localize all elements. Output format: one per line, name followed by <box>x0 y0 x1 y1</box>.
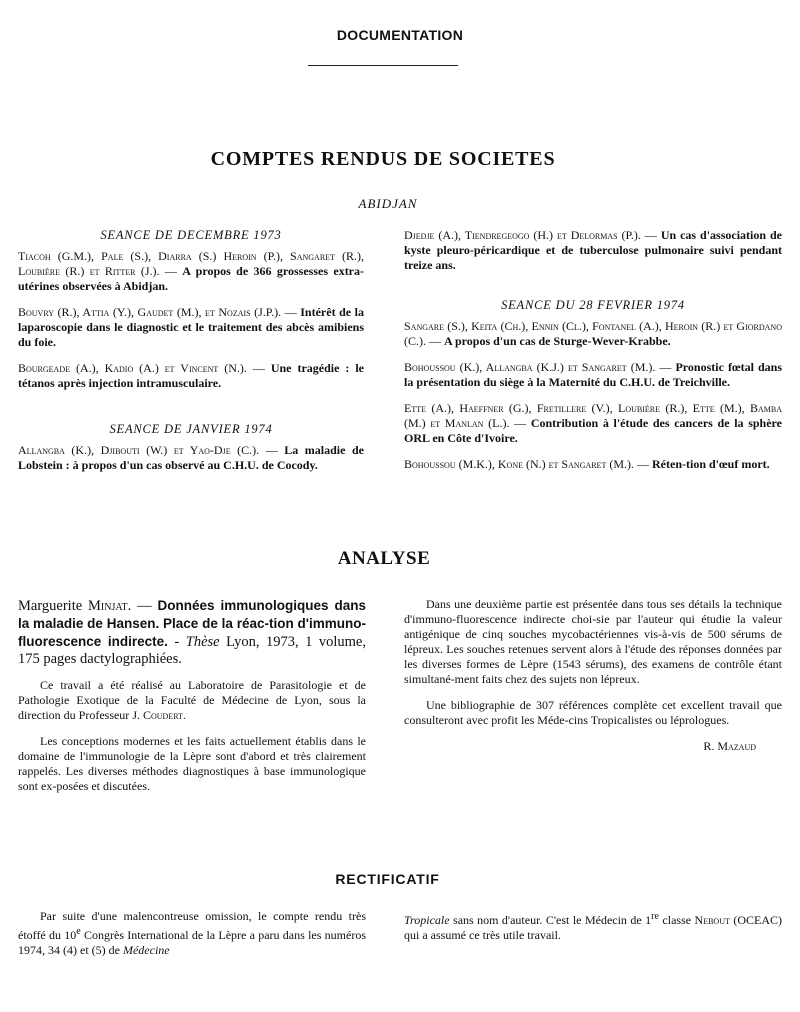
paragraph-end: . <box>182 708 186 722</box>
reviewer-signature: R. Mazaud <box>703 739 756 753</box>
analysis-citation <box>18 597 366 668</box>
rectificatif-title: RECTIFICATIF <box>335 871 440 887</box>
author-name: Nebout <box>694 913 730 927</box>
citation-dash: . — <box>127 598 158 614</box>
entry-authors: Ette (A.), Haeffner (G.), Fretillere (V.), Loubière (R.), Ette (M.), Bamba (M.) et Manlan (L.). <box>404 401 782 430</box>
entry-title: Réten-tion d'œuf mort. <box>652 457 770 471</box>
entry-authors: Bohoussou (M.K.), Kone (N.) et Sangaret (M.). <box>404 457 634 471</box>
comptes-left-column <box>18 228 364 484</box>
entry-title: A propos d'un cas de Sturge-Wever-Krabbe. <box>444 334 671 348</box>
citation-dash: - <box>167 634 186 650</box>
entry-authors: Bouvry (R.), Attia (Y.), Gaudet (M.), et Nozais (J.P.). <box>18 305 282 319</box>
rectificatif-paragraph <box>404 909 782 943</box>
entry-title: Une tragédie : le tétanos après injection intramusculaire. <box>18 361 365 390</box>
rectificatif-text: classe <box>658 913 695 927</box>
entry-authors: Tiacoh (G.M.), Pale (S.), Diarra (S.) Heroin (P.), Sangaret (R.), Loubière (R.) et Ritter (J.). <box>18 249 364 278</box>
session-heading: SEANCE DE JANVIER 1974 <box>109 422 273 436</box>
entry-title: Un cas d'association de kyste pleuro-péricardique et de tuberculose pulmonaire suivi pendant treize ans. <box>404 228 783 272</box>
entry-title: A propos de 366 grossesses extra-utérines observées à Abidjan. <box>18 264 365 293</box>
report-entry <box>18 443 364 473</box>
analyse-title: ANALYSE <box>337 548 431 569</box>
report-entry <box>18 305 364 350</box>
analysis-paragraph: Dans une deuxième partie est présentée dans tous ses détails la technique d'immuno-fluorescence indirecte choi-sie par l'auteur qui étudie la valeur antigénique de cinq souches mycobactériennes vis-à-vis de 500 sérums de lépreux. Les souches retenues servent alors à l'étude des réponses données par les diverses formes de Lèpre (1543 sérums), des examens de contrôle étant simultané-ment faits chez des sujets non lépreux. <box>404 597 782 686</box>
author-first-name: Marguerite <box>18 598 89 614</box>
report-entry <box>404 360 782 390</box>
entry-title: La maladie de Lobstein : à propos d'un cas observé au C.H.U. de Cocody. <box>18 443 364 472</box>
rectificatif-text: (OCEAC) qui a assumé ce très utile travail. <box>404 913 782 942</box>
entry-dash: — <box>246 361 271 375</box>
entry-authors: Djedje (A.), Tiendregeogo (H.) et Delormas (P.). <box>404 228 641 242</box>
rectificatif-text: Congrès International de la Lèpre a paru dans les numéros 1974, 34 (4) et (5) de <box>18 928 366 957</box>
analysis-paragraph <box>18 678 366 723</box>
report-entry <box>404 228 782 273</box>
journal-name: Médecine <box>122 943 170 957</box>
rectificatif-left-column <box>18 909 366 969</box>
rectificatif-paragraph <box>18 909 366 958</box>
session-heading: SEANCE DU 28 FEVRIER 1974 <box>501 298 685 312</box>
entry-dash: — <box>159 264 183 278</box>
entry-title: Contribution à l'étude des cancers de la sphère ORL en Côte d'Ivoire. <box>404 416 782 445</box>
session-heading: SEANCE DE DECEMBRE 1973 <box>100 228 282 242</box>
publication-info: Lyon, 1973, 1 volume, 175 pages dactylographiées. <box>18 634 366 667</box>
entry-dash: — <box>634 457 652 471</box>
analyse-left-column <box>18 597 366 805</box>
report-entry <box>18 361 364 391</box>
entry-authors: Bourgeade (A.), Kadio (A.) et Vincent (N.). <box>18 361 247 375</box>
rectificatif-text: Par suite d'une malencontreuse omission, le compte rendu très étoffé du 10 <box>18 909 366 942</box>
rectificatif-text: sans nom d'auteur. C'est le Médecin de 1 <box>449 913 652 927</box>
entry-title: Pronostic fœtal dans la présentation du siège à la Maternité du C.H.U. de Treichville. <box>404 360 783 389</box>
entry-authors: Bohoussou (K.), Allangba (K.J.) et Sangaret (M.). <box>404 360 656 374</box>
analyse-right-column <box>404 597 782 754</box>
rectificatif-right-column <box>404 909 782 954</box>
entry-dash: — <box>281 305 301 319</box>
journal-name: Tropicale <box>404 913 450 927</box>
city-label: ABIDJAN <box>358 196 418 211</box>
comptes-right-column <box>404 228 782 483</box>
entry-authors: Allangba (K.), Djibouti (W.) et Yao-Dje (C.). <box>18 443 260 457</box>
section-header: DOCUMENTATION <box>336 27 464 43</box>
entry-dash: — <box>426 334 444 348</box>
work-title: Données immunologiques dans la maladie de Hansen. Place de la réac-tion d'immuno-fluorescence indirecte. <box>18 598 366 649</box>
report-entry <box>18 249 364 294</box>
professor-name: J. Coudert <box>132 708 183 722</box>
comptes-rendus-title: COMPTES RENDUS DE SOCIETES <box>210 148 556 170</box>
entry-authors: Sangare (S.), Keita (Ch.), Ennin (Cl.), Fontanel (A.), Heroin (R.) et Giordano (C.). <box>404 319 782 348</box>
analysis-paragraph: Une bibliographie de 307 références complète cet excellent travail que consulteront avec profit les Méde-cins Tropicalistes ou léprologues. <box>404 698 782 727</box>
ordinal-superscript: e <box>76 926 81 937</box>
entry-dash: — <box>655 360 676 374</box>
author-last-name: Minjat <box>88 598 128 614</box>
entry-dash: — <box>640 228 661 242</box>
entry-dash: — <box>509 416 531 430</box>
report-entry <box>404 401 782 446</box>
report-entry <box>404 457 782 472</box>
entry-dash: — <box>259 443 285 457</box>
analysis-paragraph: Les conceptions modernes et les faits actuellement établis dans le domaine de l'immunologie de la Lèpre sont d'abord et très clairement rappelés. Les diverses méthodes diagnostiques à base immunologique sont ex-posées et discutées. <box>18 734 366 793</box>
thesis-label: Thèse <box>185 634 220 650</box>
entry-title: Intérêt de la laparoscopie dans le diagnostic et le traitement des abcès amibiens du foie. <box>18 305 364 349</box>
report-entry <box>404 319 782 349</box>
paragraph-text: Ce travail a été réalisé au Laboratoire de Parasitologie et de Pathologie Exotique de la Faculté de Médecine de Lyon, sous la direction du Professeur <box>18 678 366 722</box>
header-divider <box>308 65 458 66</box>
ordinal-superscript: re <box>651 911 659 922</box>
